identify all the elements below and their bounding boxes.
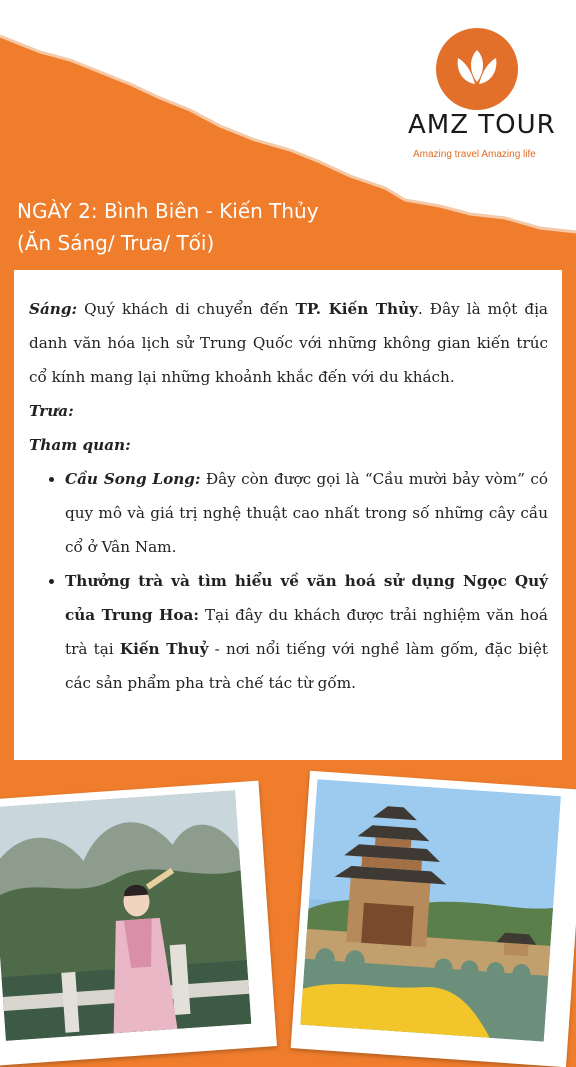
visit-list bbox=[29, 462, 548, 700]
morning-paragraph bbox=[29, 292, 548, 394]
photo-bridge bbox=[291, 771, 576, 1067]
brand-logo-icon bbox=[436, 28, 518, 110]
list-item bbox=[65, 462, 548, 564]
photo-garden bbox=[0, 781, 277, 1066]
brand-tagline: Amazing travel Amazing life bbox=[413, 149, 536, 160]
item-place: Kiến Thuỷ bbox=[119, 640, 209, 658]
day-title bbox=[17, 195, 319, 259]
item-text-b: - nơi nổi tiếng với nghề làm gốm, đặc biệt các sản phẩm pha trà chế tác từ gốm. bbox=[65, 640, 548, 692]
morning-text-a: Quý khách di chuyển đến bbox=[77, 300, 296, 318]
visit-label: Tham quan: bbox=[29, 436, 131, 454]
day-title-line2: (Ăn Sáng/ Trưa/ Tối) bbox=[17, 231, 215, 255]
item-text-a: Tại đây du khách được trải nghiệm văn hoá trà tại bbox=[65, 606, 548, 658]
list-item bbox=[65, 564, 548, 700]
day-title-line1: NGÀY 2: Bình Biên - Kiến Thủy bbox=[17, 199, 319, 223]
morning-label: Sáng: bbox=[29, 300, 78, 318]
brand-name: AMZ TOUR bbox=[408, 110, 556, 140]
item-text: Đây còn được gọi là “Cầu mười bảy vòm” có quy mô và giá trị nghệ thuật cao nhất trong số những cây cầu cổ ở Vân Nam. bbox=[65, 470, 548, 556]
noon-label: Trưa: bbox=[29, 402, 74, 420]
itinerary-card bbox=[14, 270, 562, 760]
item-title: Cầu Song Long: bbox=[65, 470, 201, 488]
morning-text-b: . Đây là một địa danh văn hóa lịch sử Trung Quốc với những không gian kiến trúc cổ kính mang lại những khoảnh khắc đến với du khách. bbox=[29, 300, 548, 386]
item-title: Thưởng trà và tìm hiểu về văn hoá sử dụng Ngọc Quý của Trung Hoa: bbox=[65, 572, 548, 624]
morning-place: TP. Kiến Thủy bbox=[295, 300, 418, 318]
